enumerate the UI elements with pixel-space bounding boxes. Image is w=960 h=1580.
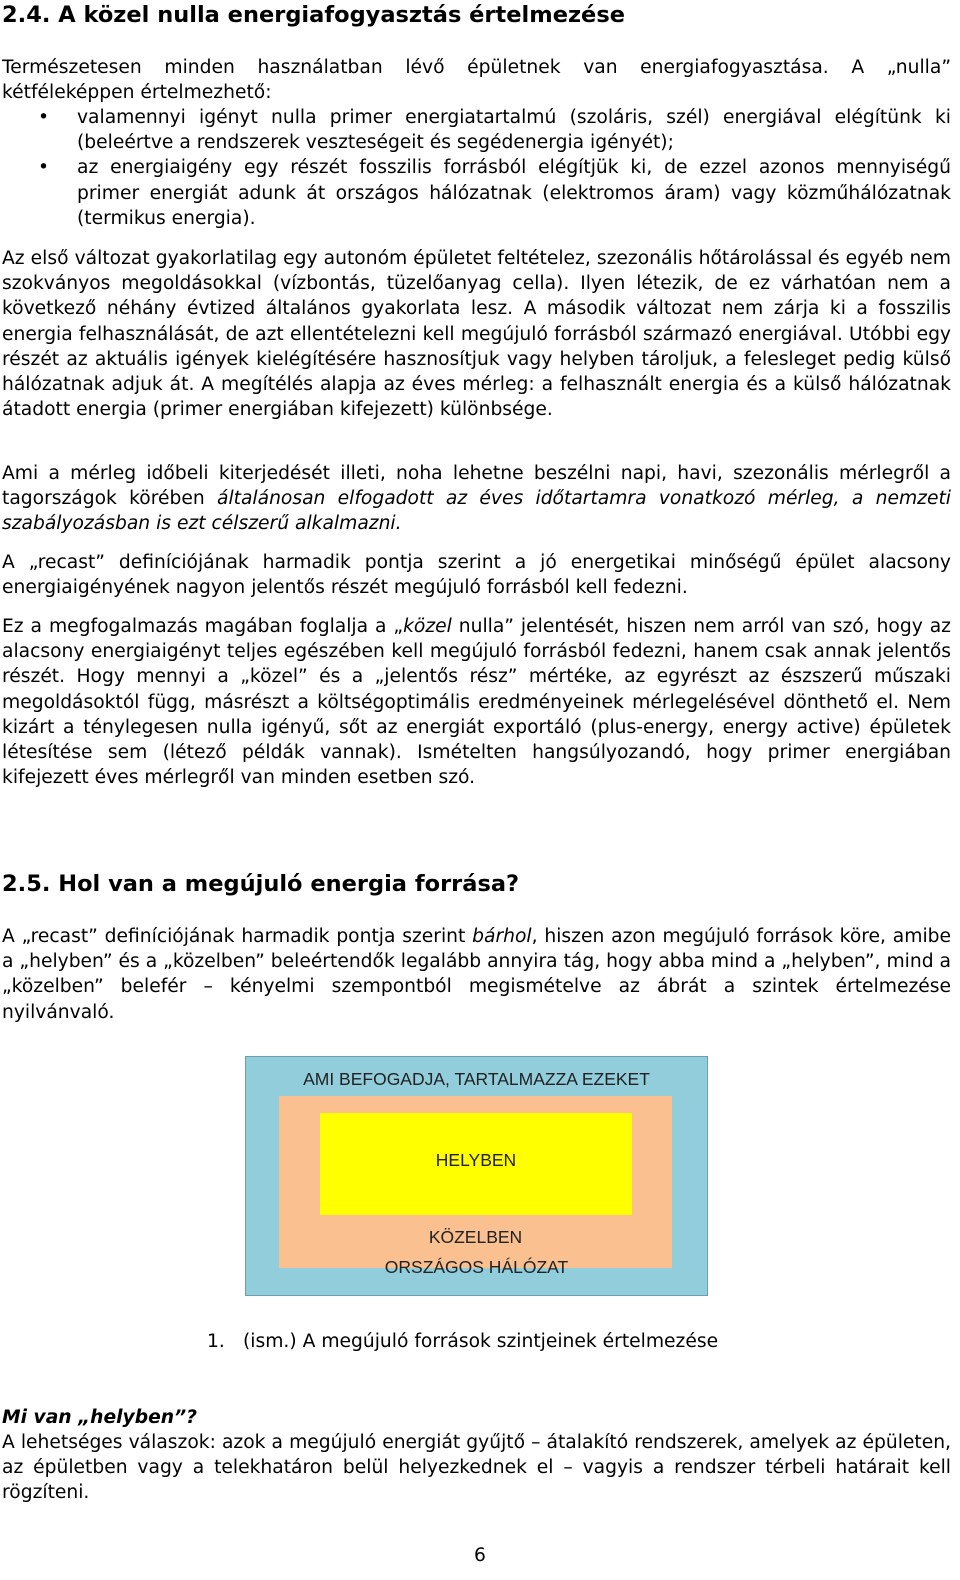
paragraph-near-zero-meaning: Ez a megfogalmazás magában foglalja a „közel nulla” jelentését, hiszen nem arról van szó, hogy az alacsony energiaigényt teljes egészében kell megújuló forrásból fedezni, hanem csak annak jelentős részét. Hogy mennyi a „közel” és a „jelentős rész” mértéke, az egyrészt az észszerű műszaki megoldásoktól függ, másrészt a költségoptimális eredményeinek mérlegelésével dönthető el. Nem kizárt a ténylegesen nulla igényű, sőt az energiát exportáló (plus-energy, energy active) épületek létesítése sem (létező példák vannak). Ismételten hangsúlyozandó, hogy primer energiában kifejezett éves mérlegről van minden esetben szó. [2, 616, 951, 789]
diagram-middle-label: KÖZELBEN [428, 1227, 523, 1247]
paragraph-recast-definition: A „recast” definíciójának harmadik pontja szerint a jó energetikai minőségű épület alacsony energiaigényének nagyon jelentős részét megújuló forrásból kell fedezni. [2, 552, 951, 599]
caption-text: (ism.) A megújuló források szintjeinek értelmezése [243, 1331, 719, 1352]
page-number: 6 [474, 1545, 486, 1566]
paragraph-renewable-source: A „recast” definíciójának harmadik pontja szerint bárhol, hiszen azon megújuló források köre, amibe a „helyben” és a „közelben” beleértendők legalább annyira tág, hogy abba mind a „helyben”, mind a „közelben” belefér – kényelmi szempontból megismételve az ábrát a szintek értelmezése nyilvánvaló. [2, 926, 951, 1023]
question-title: Mi van „helyben”? [2, 1407, 197, 1428]
emphasis-text: általánosan elfogadott az éves időtartamra vonatkozó mérleg, a nemzeti szabályozásban is ezt célszerű alkalmazni. [2, 488, 951, 535]
renewable-levels-diagram [245, 1056, 708, 1296]
bullet-list [0, 105, 951, 231]
caption-number: 1. [207, 1331, 225, 1352]
paragraph-autonomous: Az első változat gyakorlatilag egy autonóm épületet feltételez, szezonális hőtárolással és egyéb nem szokványos megoldásokkal (vízbontás, tüzelőanyag cella). Ilyen létezik, de ez várhatóan nem a következő néhány évtized általános gyakorlata lesz. A második változat nem zárja ki a fosszilis energia felhasználását, de azt ellentételezni kell megújuló forrásból származó energiával. Utóbbi egy részét az aktuális igények kielégítésére hasznosítjuk vagy helyben tároljuk, a felesleget pedig külső hálózatnak adjuk át. A megítélés alapja az éves mérleg: a felhasznált energia és a külső hálózatnak átadott energia (primer energiában kifejezett) különbsége. [2, 248, 951, 421]
bullet-icon: • [38, 157, 50, 179]
emphasis-text: közel [403, 616, 452, 637]
diagram-inner-box [320, 1113, 632, 1215]
section-heading-2-4: 2.4. A közel nulla energiafogyasztás értelmezése [2, 2, 625, 28]
list-item: • valamennyi igényt nulla primer energiatartalmú (szoláris, szél) energiával elégítünk ki (beleértve a rendszerek veszteségeit és segédenergia igényét); [38, 107, 951, 154]
bullet-icon: • [38, 107, 50, 128]
intro-paragraph: Természetesen minden használatban lévő épületnek van energiafogyasztása. A „nulla” kétféleképpen értelmezhető: [2, 57, 951, 104]
list-item: • az energiaigény egy részét fosszilis forrásból elégítjük ki, de ezzel azonos mennyiségű primer energiát adunk át országos hálózatnak (elektromos áram) vagy közműhálózatnak (termikus energia). [38, 157, 951, 229]
paragraph-balance-period: Ami a mérleg időbeli kiterjedését illeti, noha lehetne beszélni napi, havi, szezonális mérlegről a tagországok körében általánosan elfogadott az éves időtartamra vonatkozó mérleg, a nemzeti szabályozásban is ezt célszerű alkalmazni. [2, 463, 951, 535]
diagram-inner-label: HELYBEN [435, 1150, 517, 1170]
figure-caption [207, 1329, 718, 1354]
emphasis-text: bárhol [472, 926, 532, 947]
diagram-bottom-label: ORSZÁGOS HÁLÓZAT [384, 1257, 569, 1277]
diagram-outer-label: AMI BEFOGADJA, TARTALMAZZA EZEKET [303, 1069, 650, 1089]
section-heading-2-5: 2.5. Hol van a megújuló energia forrása? [2, 871, 520, 897]
question-answer: A lehetséges válaszok: azok a megújuló energiát gyűjtő – átalakító rendszerek, amelyek az épületen, az épületben vagy a telekhatáron belül helyezkednek el – vagyis a rendszer térbeli határait kell rögzíteni. [2, 1432, 951, 1504]
diagram-middle-box [279, 1096, 672, 1268]
